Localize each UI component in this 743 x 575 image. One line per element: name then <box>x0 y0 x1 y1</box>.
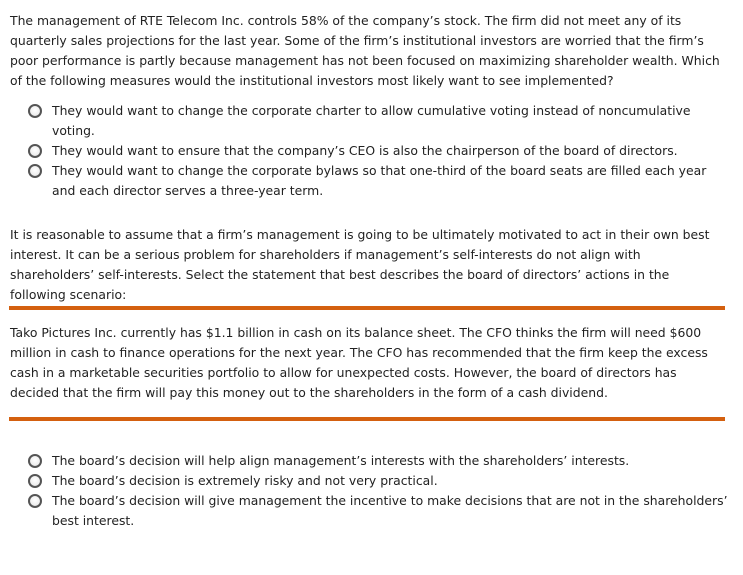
question-1-options <box>28 101 728 201</box>
question-2-option-b[interactable] <box>28 471 728 491</box>
question-2-option-a[interactable] <box>28 451 728 471</box>
option-label: They would want to change the corporate bylaws so that one-third of the board seats are filled each year and each director serves a three-year term. <box>52 163 707 198</box>
radio-button-icon[interactable] <box>28 144 42 158</box>
question-1-text: The management of RTE Telecom Inc. controls 58% of the company’s stock. The firm did not meet any of its quarterly sales projections for the last year. Some of the firm’s institutional investors are worried that the firm’s poor performance is partly because management has not been focused on maximizing shareholder wealth. Which of the following measures would the institutional investors most likely want to see implemented? <box>10 13 720 88</box>
question-1-option-c[interactable] <box>28 161 728 201</box>
scenario-bottom-divider <box>9 417 725 421</box>
option-label: They would want to ensure that the company’s CEO is also the chairperson of the board of directors. <box>52 143 678 158</box>
option-label: The board’s decision is extremely risky and not very practical. <box>52 473 438 488</box>
radio-button-icon[interactable] <box>28 454 42 468</box>
option-label: The board’s decision will help align management’s interests with the shareholders’ interests. <box>52 453 630 468</box>
question-2-option-c[interactable] <box>28 491 728 531</box>
question-1-option-b[interactable] <box>28 141 728 161</box>
question-2-scenario: Tako Pictures Inc. currently has $1.1 billion in cash on its balance sheet. The CFO thinks the firm will need $600 million in cash to finance operations for the next year. The CFO has recommended that the firm keep the excess cash in a marketable securities portfolio to allow for unexpected costs. However, the board of directors has decided that the firm will pay this money out to the shareholders in the form of a cash dividend. <box>10 325 708 400</box>
option-label: They would want to change the corporate charter to allow cumulative voting instead of noncumulative voting. <box>52 103 691 138</box>
question-1-option-a[interactable] <box>28 101 728 141</box>
radio-button-icon[interactable] <box>28 474 42 488</box>
option-label: The board’s decision will give management the incentive to make decisions that are not in the shareholders’ best interest. <box>52 493 728 528</box>
radio-button-icon[interactable] <box>28 494 42 508</box>
question-2-options <box>28 451 728 531</box>
radio-button-icon[interactable] <box>28 104 42 118</box>
scenario-top-divider <box>9 306 725 310</box>
radio-button-icon[interactable] <box>28 164 42 178</box>
question-2-intro: It is reasonable to assume that a firm’s management is going to be ultimately motivated to act in their own best interest. It can be a serious problem for shareholders if management’s self-interests do not align with shareholders’ self-interests. Select the statement that best describes the board of directors’ actions in the following scenario: <box>10 227 710 302</box>
